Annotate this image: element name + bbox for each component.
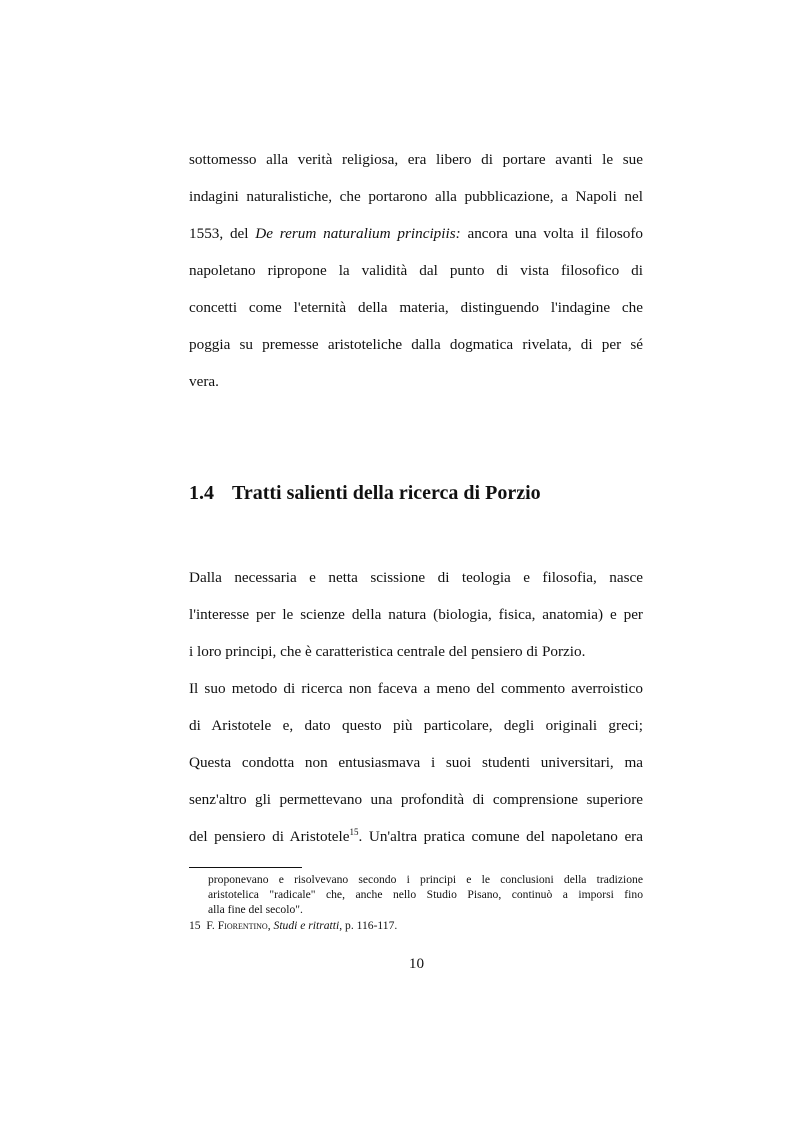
text-run: del pensiero di Aristotele xyxy=(189,828,350,845)
footnote-line: aristotelica "radicale" che, anche nello Studio Pisano, continuò a imporsi fino xyxy=(208,888,643,901)
body-text-line: i loro principi, che è caratteristica centrale del pensiero di Porzio. xyxy=(189,643,586,660)
text-run: . Un'altra pratica comune del napoletano era xyxy=(358,828,643,845)
cited-pages: , p. 116-117. xyxy=(339,919,398,932)
book-title: De rerum naturalium principiis: xyxy=(255,225,461,242)
body-text-line: Il suo metodo di ricerca non faceva a meno del commento averroistico xyxy=(189,680,643,697)
body-text-line: senz'altro gli permettevano una profondità di comprensione superiore xyxy=(189,791,643,808)
body-text-line xyxy=(189,828,643,846)
body-text-line: di Aristotele e, dato questo più particolare, degli originali greci; xyxy=(189,717,643,734)
section-number: 1.4 xyxy=(189,482,214,504)
footnote-line: proponevano e risolvevano secondo i principi e le conclusioni della tradizione xyxy=(208,873,643,886)
body-text-line: l'interesse per le scienze della natura (biologia, fisica, anatomia) e per xyxy=(189,606,643,623)
body-text-line: sottomesso alla verità religiosa, era libero di portare avanti le sue xyxy=(189,151,643,168)
footnote-line: alla fine del secolo". xyxy=(208,903,303,916)
footnote-separator xyxy=(189,867,302,868)
body-text-line: poggia su premesse aristoteliche dalla dogmatica rivelata, di per sé xyxy=(189,336,643,353)
text-run: ancora una volta il filosofo xyxy=(460,225,643,242)
body-text-line xyxy=(189,225,643,243)
text-run: 1553, del xyxy=(189,225,256,242)
footnote-reference[interactable]: 15 xyxy=(349,826,359,837)
body-text-line: vera. xyxy=(189,373,219,390)
author-initial: F. xyxy=(206,919,215,932)
body-text-line: napoletano ripropone la validità dal punto di vista filosofico di xyxy=(189,262,643,279)
body-text-line: Questa condotta non entusiasmava i suoi studenti universitari, ma xyxy=(189,754,643,771)
page-number: 10 xyxy=(408,955,425,972)
footnote-15: 15 F. Fiorentino, Studi e ritratti, p. 116-117. xyxy=(189,919,398,932)
section-title: Tratti salienti della ricerca di Porzio xyxy=(232,482,541,504)
body-text-line: Dalla necessaria e netta scissione di teologia e filosofia, nasce xyxy=(189,569,643,586)
footnote-number: 15 xyxy=(189,919,201,932)
author-surname: Fiorentino xyxy=(217,919,268,932)
section-heading xyxy=(189,482,541,505)
cited-title: Studi e ritratti xyxy=(273,919,340,932)
body-text-line: concetti come l'eternità della materia, distinguendo l'indagine che xyxy=(189,299,643,316)
body-text-line: indagini naturalistiche, che portarono alla pubblicazione, a Napoli nel xyxy=(189,188,643,205)
